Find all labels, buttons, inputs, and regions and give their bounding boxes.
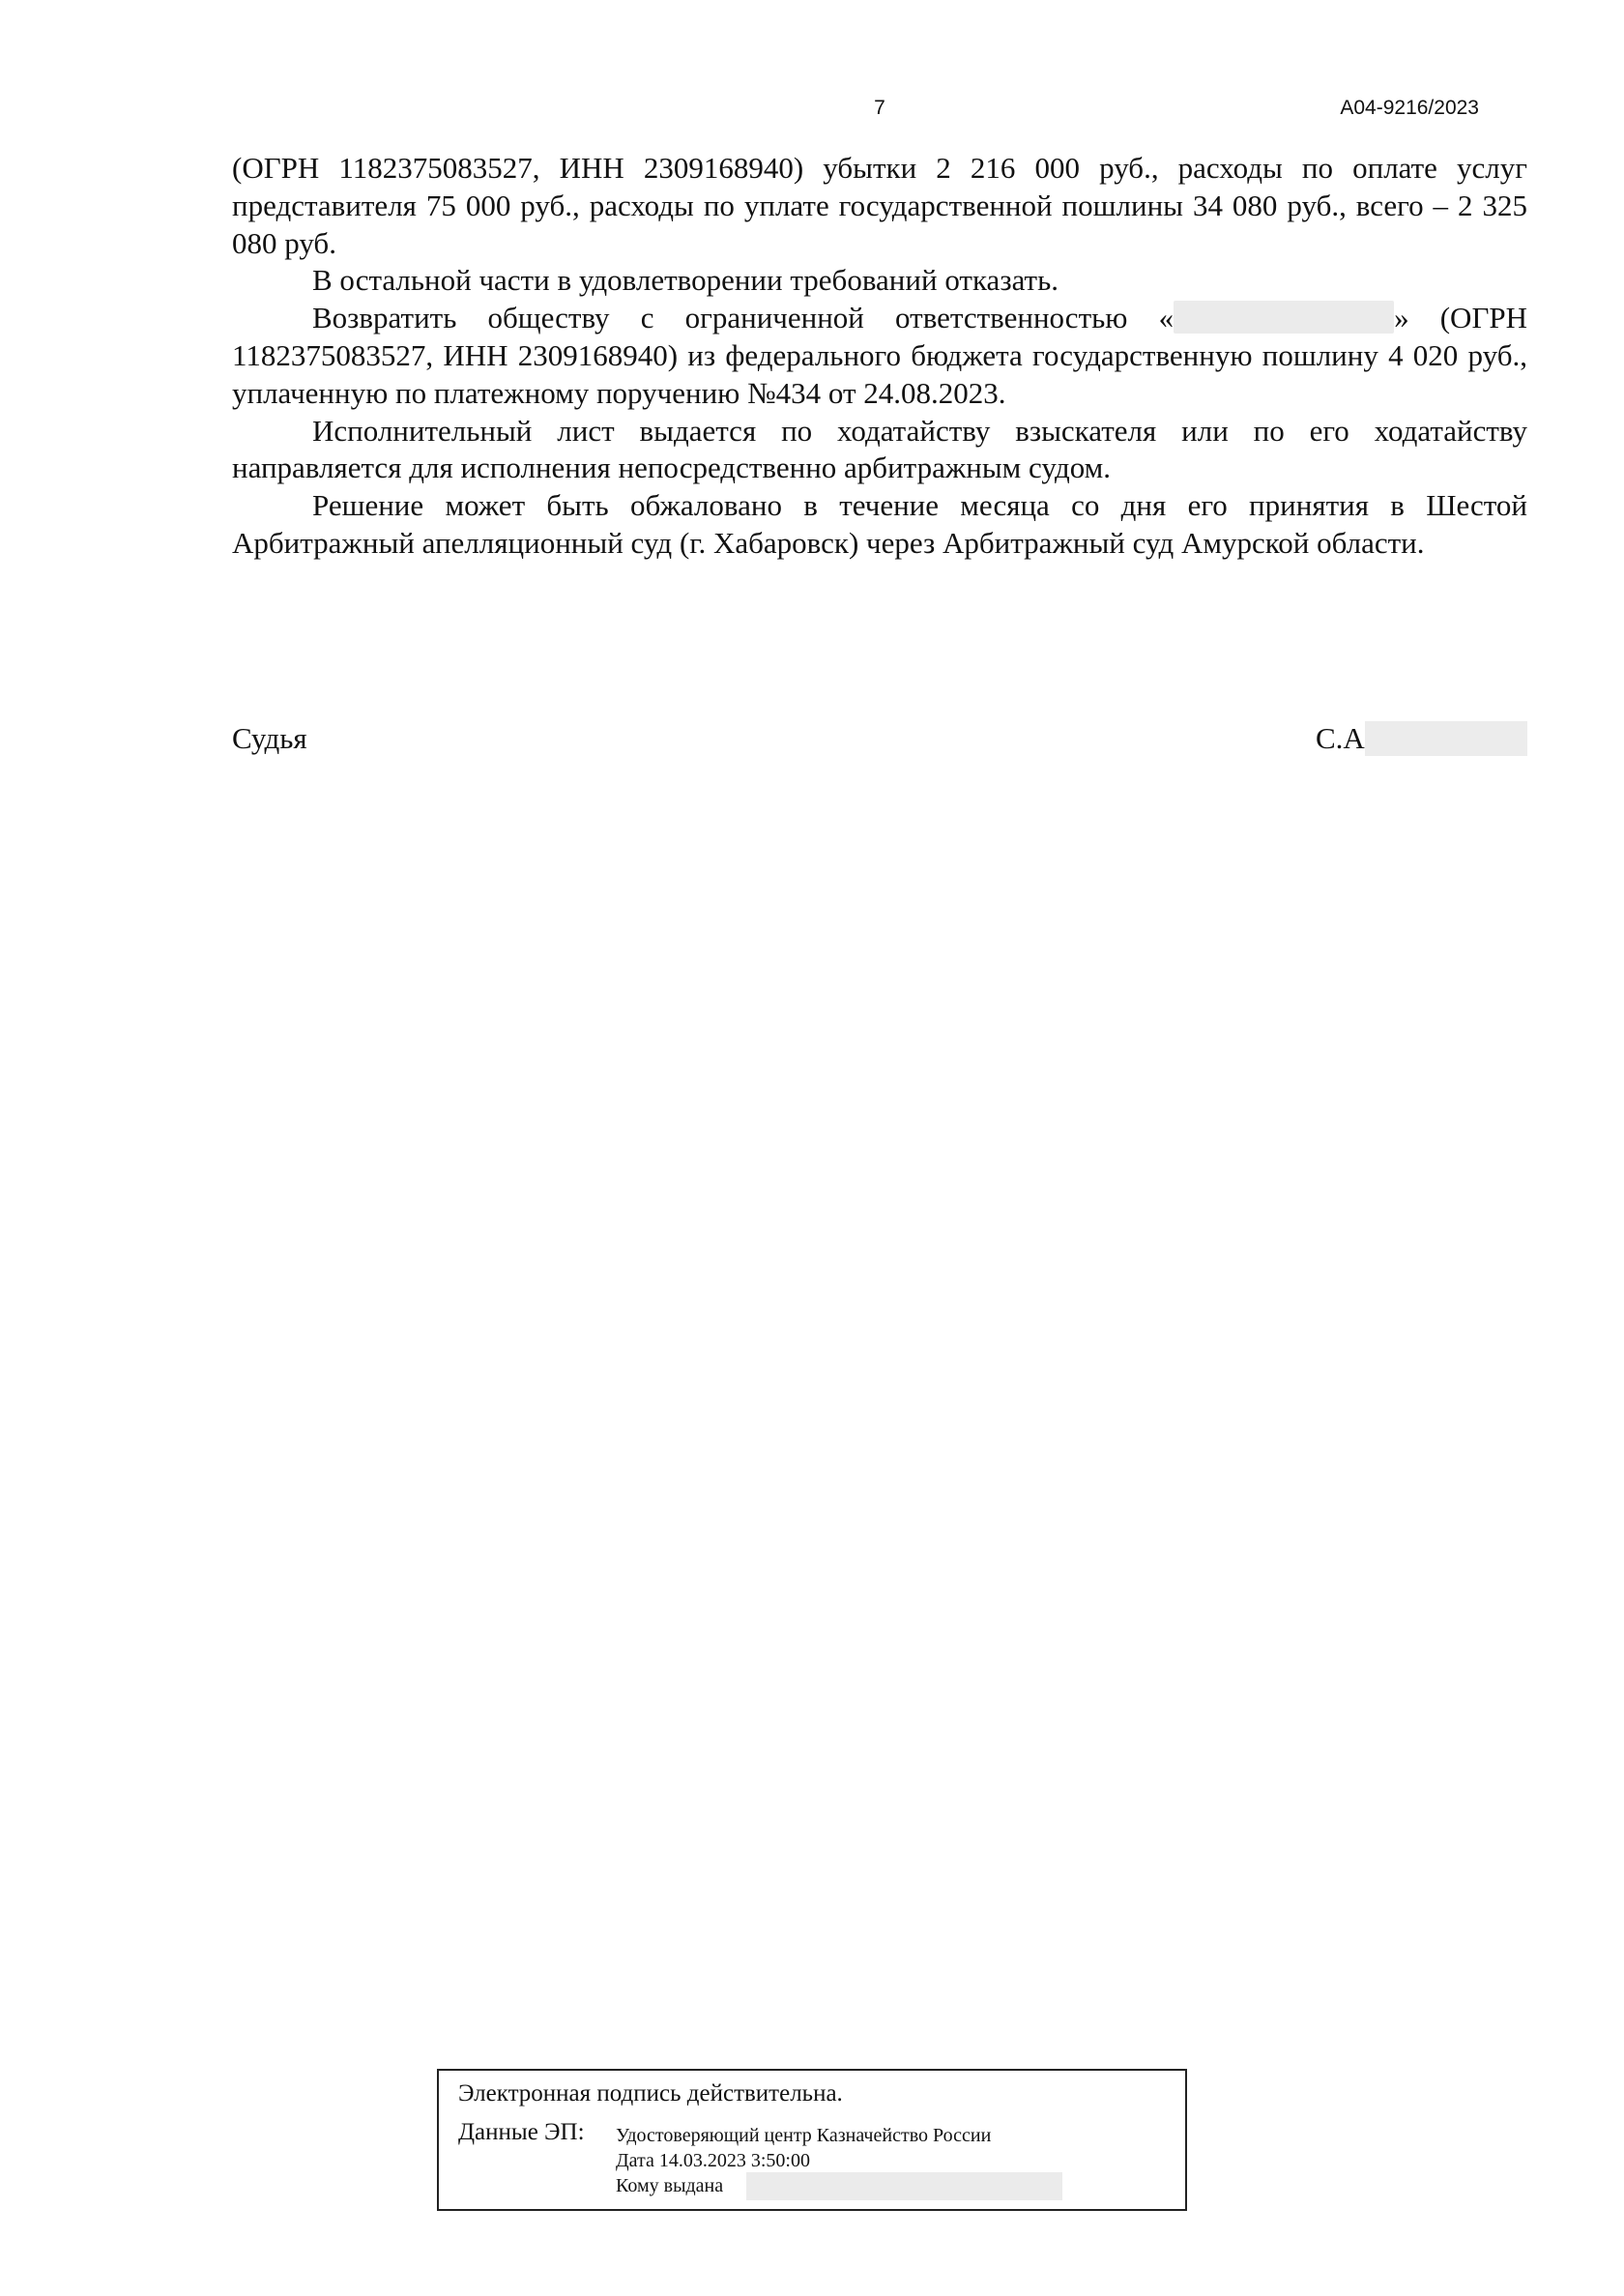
paragraph-rejection: В остальной части в удовлетворении требований отказать. — [312, 263, 1058, 298]
electronic-signature-stamp — [437, 2069, 1187, 2211]
stamp-date: Дата 14.03.2023 3:50:00 — [616, 2150, 810, 2171]
redacted-company-name — [1174, 301, 1394, 334]
paragraph-refund — [232, 300, 1527, 412]
stamp-title: Электронная подпись действительна. — [458, 2080, 843, 2107]
redacted-issued-to-name — [746, 2172, 1062, 2200]
paragraph-award: (ОГРН 1182375083527, ИНН 2309168940) убытки 2 216 000 руб., расходы по оплате услуг представителя 75 000 руб., расходы по уплате государственной пошлины 34 080 руб., всего – 2 325 080 руб. — [232, 151, 1527, 260]
stamp-data-label: Данные ЭП: — [458, 2119, 585, 2145]
judge-name: С.А — [1316, 721, 1365, 755]
document-body — [232, 150, 1527, 563]
refund-text-start: Возвратить обществу с ограниченной ответственностью « — [312, 301, 1174, 335]
paragraph-appeal: Решение может быть обжаловано в течение месяца со дня его принятия в Шестой Арбитражный апелляционный суд (г. Хабаровск) через Арбитражный суд Амурской области. — [232, 488, 1527, 560]
page-number: 7 — [874, 97, 885, 119]
refund-text-end: » (ОГРН 1182375083527, ИНН 2309168940) из федерального бюджета государственную пошлину 4 020 руб., уплаченную по платежному поручению №434 от 24.08.2023. — [232, 301, 1527, 410]
stamp-issuer: Удостоверяющий центр Казначейство России — [616, 2125, 992, 2146]
case-number: А04-9216/2023 — [1340, 97, 1479, 119]
judge-signature-block — [232, 721, 1527, 760]
judge-label: Судья — [232, 721, 307, 755]
redacted-judge-surname — [1365, 721, 1527, 756]
paragraph-writ: Исполнительный лист выдается по ходатайству взыскателя или по его ходатайству направляется для исполнения непосредственно арбитражным судом. — [232, 413, 1527, 485]
stamp-issued-to: Кому выдана — [616, 2175, 724, 2196]
